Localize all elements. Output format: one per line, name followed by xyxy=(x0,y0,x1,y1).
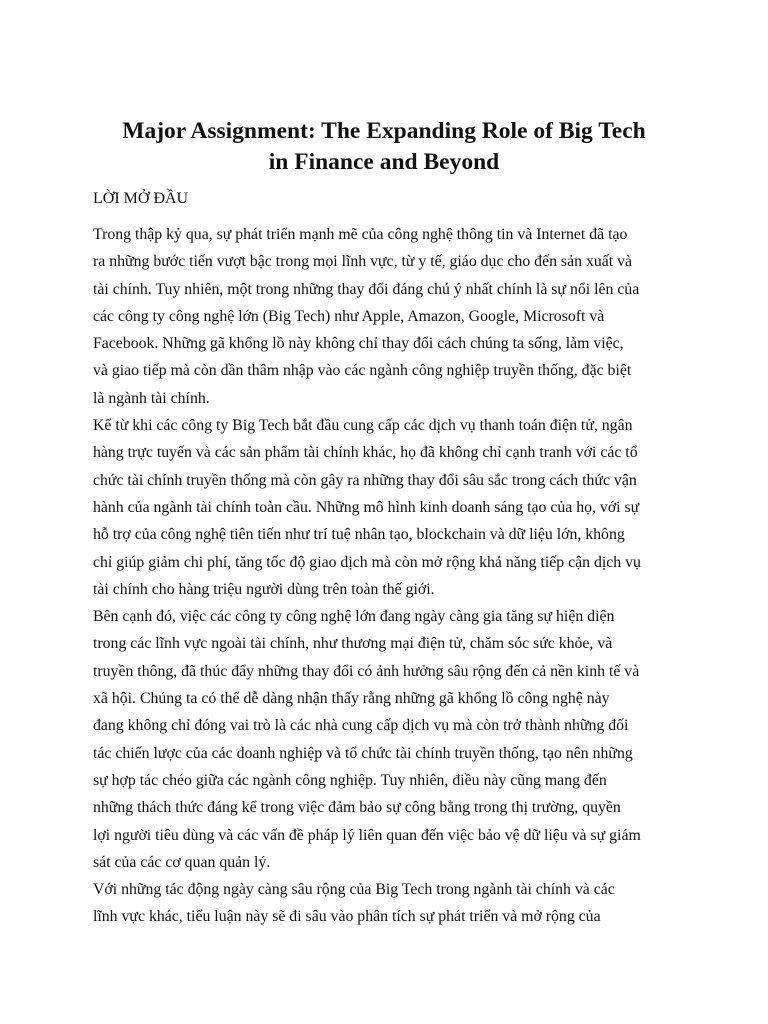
document-title xyxy=(60,116,708,178)
text-line: lĩnh vực khác, tiểu luận này sẽ đi sâu vào phân tích sự phát triển và mở rộng của xyxy=(93,908,601,926)
text-line: chỉ giúp giảm chi phí, tăng tốc độ giao dịch mà còn mở rộng khả năng tiếp cận dịch vụ xyxy=(93,553,641,571)
text-line: hỗ trợ của công nghệ tiên tiến như trí tuệ nhân tạo, blockchain và dữ liệu lớn, không xyxy=(93,526,625,544)
title-line: in Finance and Beyond xyxy=(268,149,500,175)
text-line: hành của ngành tài chính toàn cầu. Những mô hình kinh doanh sáng tạo của họ, với sự xyxy=(93,498,640,516)
text-line: trong các lĩnh vực ngoài tài chính, như thương mại điện tử, chăm sóc sức khỏe, và xyxy=(93,635,613,653)
text-line: hàng trực tuyến và các sản phẩm tài chính khác, họ đã không chỉ cạnh tranh với các tổ xyxy=(93,444,638,462)
text-line: tác chiến lược của các doanh nghiệp và tổ chức tài chính truyền thống, tạo nên những xyxy=(93,744,633,762)
section-heading: LỜI MỞ ĐẦU xyxy=(93,190,189,207)
text-line: tài chính. Tuy nhiên, một trong những thay đổi đáng chú ý nhất chính là sự nổi lên của xyxy=(93,280,640,298)
text-line: tài chính cho hàng triệu người dùng trên toàn thế giới. xyxy=(93,580,435,598)
text-line: ra những bước tiến vượt bậc trong mọi lĩnh vực, từ y tế, giáo dục cho đến sản xuất và xyxy=(93,253,632,271)
text-line: truyền thông, đã thúc đẩy những thay đổi có ảnh hưởng sâu rộng đến cả nền kinh tế và xyxy=(93,662,640,680)
text-line: Bên cạnh đó, việc các công ty công nghệ lớn đang ngày càng gia tăng sự hiện diện xyxy=(93,608,615,626)
document-body xyxy=(93,221,683,931)
paragraph-2 xyxy=(93,412,683,603)
text-line: là ngành tài chính. xyxy=(93,389,210,407)
text-line: các công ty công nghệ lớn (Big Tech) như Apple, Amazon, Google, Microsoft và xyxy=(93,307,605,325)
text-line: đang không chỉ đóng vai trò là các nhà cung cấp dịch vụ mà còn trở thành những đối xyxy=(93,717,629,735)
text-line: sự hợp tác chéo giữa các ngành công nghiệp. Tuy nhiên, điều này cũng mang đến xyxy=(93,771,607,789)
paragraph-4 xyxy=(93,876,683,931)
text-line: xã hội. Chúng ta có thể dễ dàng nhận thấy rằng những gã khổng lồ công nghệ này xyxy=(93,690,610,708)
text-line: lợi người tiêu dùng và các vấn đề pháp lý liên quan đến việc bảo vệ dữ liệu và sự giám xyxy=(93,826,641,844)
text-line: và giao tiếp mà còn dần thâm nhập vào các ngành công nghiệp truyền thống, đặc biệt xyxy=(93,362,632,380)
text-line: Với những tác động ngày càng sâu rộng của Big Tech trong ngành tài chính và các xyxy=(93,881,615,899)
text-line: sát của các cơ quan quản lý. xyxy=(93,853,271,871)
text-line: những thách thức đáng kể trong việc đảm bảo sự công bằng trong thị trường, quyền xyxy=(93,799,621,817)
paragraph-1 xyxy=(93,221,683,412)
text-line: Facebook. Những gã khổng lồ này không chỉ thay đổi cách chúng ta sống, làm việc, xyxy=(93,335,624,353)
paragraph-3 xyxy=(93,603,683,876)
title-line: Major Assignment: The Expanding Role of Big Tech xyxy=(122,118,646,144)
text-line: Kể từ khi các công ty Big Tech bắt đầu cung cấp các dịch vụ thanh toán điện tử, ngân xyxy=(93,417,633,435)
text-line: Trong thập kỷ qua, sự phát triển mạnh mẽ của công nghệ thông tin và Internet đã tạo xyxy=(93,226,628,243)
text-line: chức tài chính truyền thống mà còn gây ra những thay đổi sâu sắc trong cách thức vận xyxy=(93,471,637,489)
